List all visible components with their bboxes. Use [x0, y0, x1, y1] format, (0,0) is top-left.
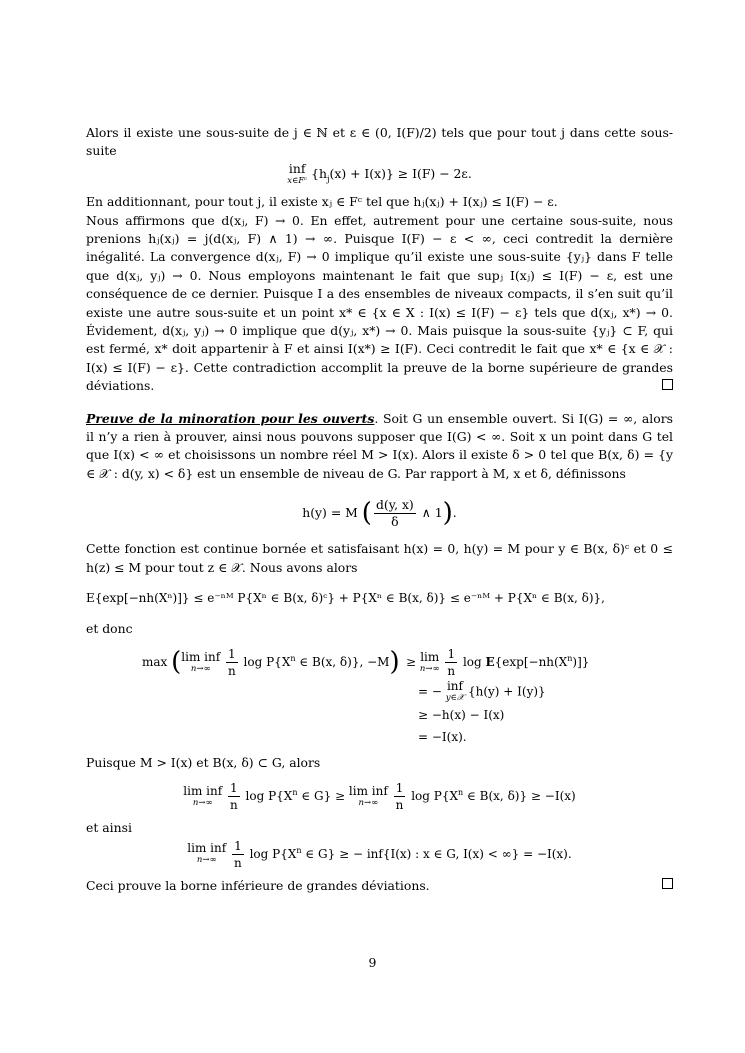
- equation-final: lim inf n→∞ $\frac{1}{n}$ $\log P\{X^n$ ∈ G} ≥ − inf{I(x) : x ∈ G, I(x) < ∞} = −I(x).: [187, 838, 572, 870]
- equation-inf: inf x∈Fᶜ $\{h_j(x) + I(x)\} \ge I(F) - 2\varepsilon$.: [287, 160, 472, 186]
- text-et-donc: et donc: [86, 620, 133, 636]
- proof-title: Preuve de la minoration pour les ouverts: [86, 410, 375, 426]
- equation-line-inf: = − inf y∈𝒳 {h(y) + I(y)}: [418, 678, 546, 703]
- paragraph-affirmons: Nous affirmons que d(xⱼ, F) → 0. En effet, autrement pour une certaine sous-suite, nous prenions hⱼ(xⱼ) = j(d(xⱼ, F) ∧ 1) → ∞. Puisque I(F) − ε < ∞, ceci contredit la dernière inégalité. La convergence d(xⱼ, F) → 0 implique qu’il existe une sous-suite {yⱼ} dans F telle que d(xⱼ, yⱼ) → 0. Nous employons maintenant le fait que supⱼ I(xⱼ) ≤ I(F) − ε, est une conséquence de ce dernier. Puisque I a des ensembles de niveaux compacts, il s’en suit qu’il existe une autre sous-suite et un point x* ∈ {x ∈ X : I(x) ≤ I(F) − ε} tels que d(xⱼ, x*) → 0. Évidement, d(xⱼ, yⱼ) → 0 implique que d(yⱼ, x*) → 0. Mais puisque la sous-suite {yⱼ} ⊂ F, qui est fermé, x* doit appartenir à F et ainsi I(x*) ≥ I(F). Ceci contredit le fait que x* ∈ {x ∈ 𝒳 : I(x) ≤ I(F) − ε}. Cette contradiction accomplit la preuve de la borne supérieure de grandes déviations.: [86, 212, 673, 394]
- paragraph-fonction: Cette fonction est continue bornée et satisfaisant h(x) = 0, h(y) = M pour y ∈ B(x, δ)ᶜ et 0 ≤ h(z) ≤ M pour tout z ∈ 𝒳. Nous avons alors: [86, 541, 673, 575]
- proof-text: . Soit G un ensemble ouvert. Si I(G) = ∞, alors il n’y a rien à prouver, ainsi nous pouvons supposer que I(G) < ∞. Soit x un point dans G tel que I(x) < ∞ et choisissons un nombre réel M > I(x). Alors il existe δ > 0 tel que B(x, δ) = {y ∈ 𝒳 : d(y, x) < δ} est un ensemble de niveau de G. Par rapport à M, x et δ, définissons: [86, 410, 673, 481]
- equation-expectation: E{exp[−nh(Xⁿ)]} ≤ e⁻ⁿᴹ P{Xⁿ ∈ B(x, δ)ᶜ} + P{Xⁿ ∈ B(x, δ)} ≤ e⁻ⁿᴹ + P{Xⁿ ∈ B(x, δ)},: [86, 591, 605, 606]
- equation-max-left: max ( lim inf n→∞ $\frac{1}{n}$ $\log P\{X^n$ ∈ B(x, δ)}, −M): [142, 647, 400, 679]
- paragraph-minoration: [86, 410, 673, 484]
- equation-max-right: ≥ lim n→∞ $\frac{1}{n}$ $\log E\{\exp[-nh(X^n)]\}$: [406, 647, 590, 679]
- page-body: [86, 124, 673, 893]
- qed-box-icon: [662, 878, 673, 889]
- equation-max-block: [142, 646, 673, 748]
- qed-box-icon: [662, 379, 673, 390]
- equation-h: h(y) = M ( $\frac{d(y, x)}{\delta}$ ∧ 1).: [302, 497, 457, 530]
- paragraph-puisque: Puisque M > I(x) et B(x, δ) ⊂ G, alors: [86, 754, 321, 770]
- paragraph-intro: Alors il existe une sous-suite de j ∈ ℕ et ε ∈ (0, I(F)/2) tels que pour tout j dans cette sous-suite: [86, 125, 673, 159]
- text-et-ainsi: et ainsi: [86, 820, 132, 836]
- equation-line-final: = −I(x).: [418, 729, 467, 744]
- page-number: 9: [368, 955, 377, 970]
- equation-liminf-chain: lim inf n→∞ $\frac{1}{n}$ $\log P\{X^n$ ∈ G} ≥ lim inf n→∞ $\frac{1}{n}$ $\log P\{X^n$ ∈ B(x, δ)} ≥ −I(x): [183, 781, 576, 813]
- paragraph-conclusion: Ceci prouve la borne inférieure de grandes déviations.: [86, 877, 430, 893]
- equation-line-h: ≥ −h(x) − I(x): [418, 707, 505, 722]
- equation-inf-body: $\{h_j(x) + I(x)\} \ge I(F) - 2\varepsilon$.: [311, 166, 472, 184]
- paragraph-additionnant: En additionnant, pour tout j, il existe xⱼ ∈ Fᶜ tel que hⱼ(xⱼ) + I(xⱼ) ≤ I(F) − ε.: [86, 194, 558, 210]
